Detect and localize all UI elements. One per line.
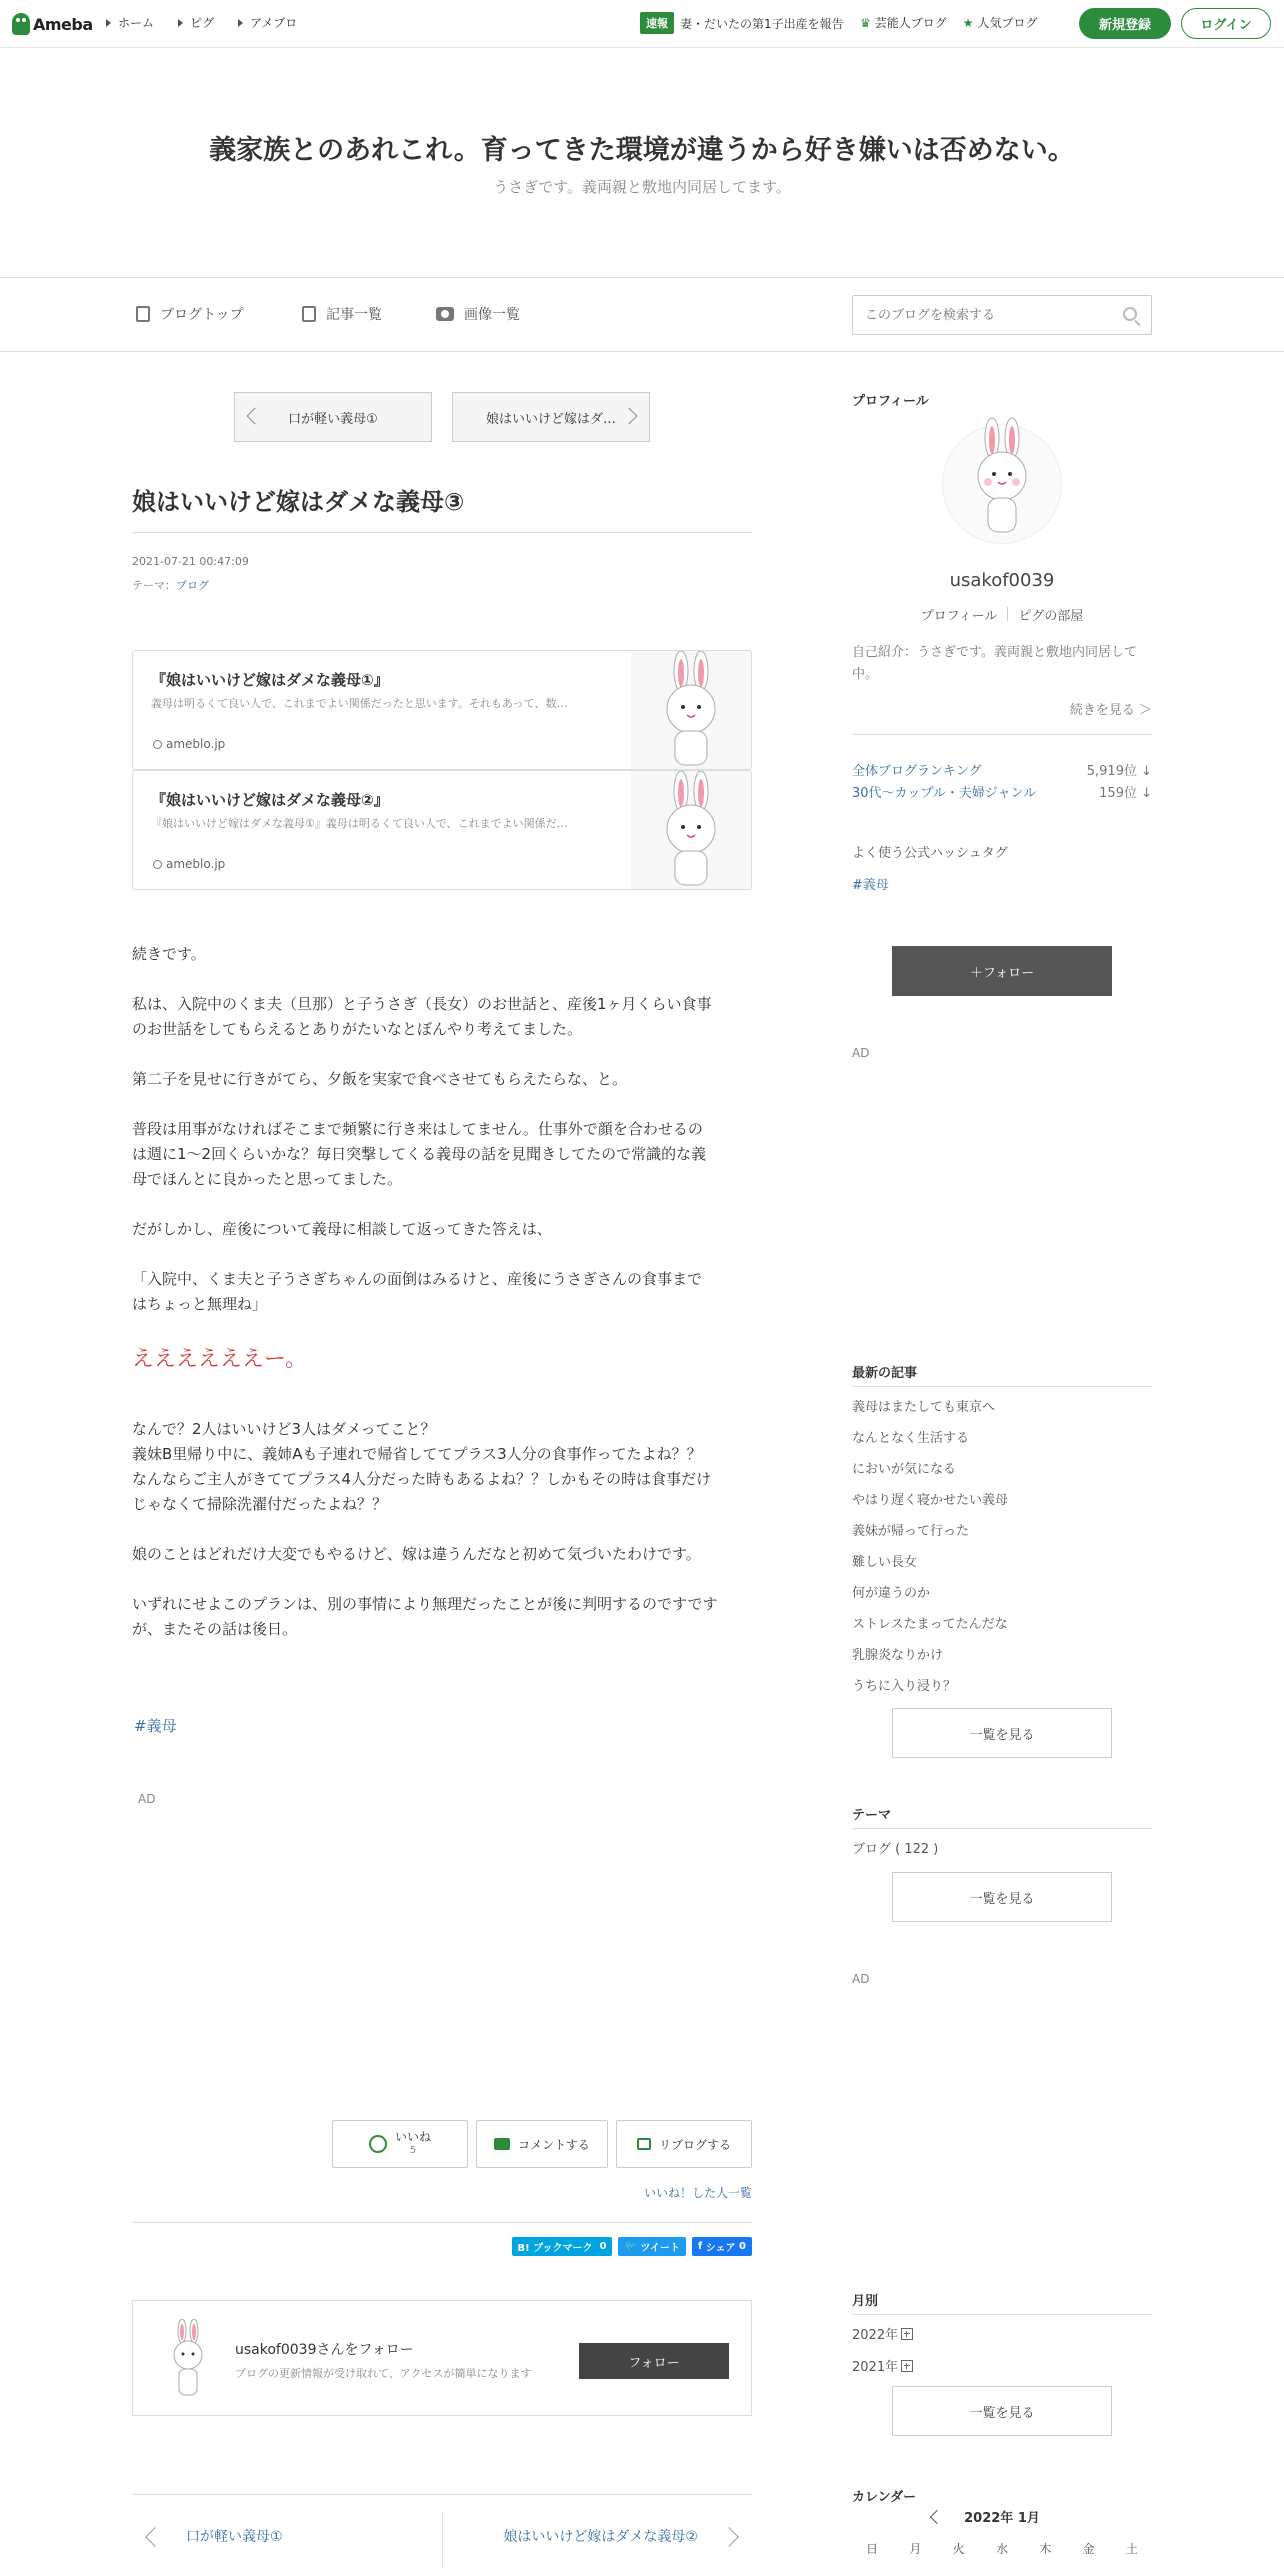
chevron-right-icon (719, 2527, 739, 2547)
theme-link[interactable]: ブログ (176, 579, 209, 592)
month-entry[interactable] (852, 2324, 913, 2343)
link-icon (153, 860, 162, 869)
monthly-list-button[interactable]: 一覧を見る (892, 2386, 1112, 2436)
monthly-heading: 月別 (852, 2294, 879, 2309)
embed-site (153, 737, 225, 751)
embed-card[interactable] (132, 650, 752, 770)
popular-blog-label: 人気ブログ (977, 16, 1038, 30)
blog-description: うさぎです。義両親と敷地内同居してます。 (493, 178, 791, 196)
global-header (0, 0, 1284, 48)
search-icon[interactable] (1123, 307, 1137, 321)
weekday: 金 (1082, 2542, 1095, 2556)
recent-list-button[interactable]: 一覧を見る (892, 1708, 1112, 1758)
genre-ranking[interactable] (852, 782, 1152, 801)
paragraph (132, 1267, 752, 1317)
line: は週に1〜2回くらいかな？毎日突撃してくる義母の話を見聞きしてたので常識的な義 (132, 1145, 707, 1163)
global-nav (106, 14, 321, 31)
recent-entry[interactable]: なんとなく生活する (852, 1431, 970, 1446)
recent-entry[interactable]: ストレスたまってたんだな (852, 1617, 1008, 1632)
bottom-prev-link[interactable]: 口が軽い義母① (186, 2529, 283, 2545)
paragraph: 第二子を見せに行きがてら、夕飯を実家で食べさせてもらえたらな、と。 (132, 1070, 628, 1088)
weekday: 月 (909, 2542, 922, 2556)
weekday: 木 (1039, 2542, 1052, 2556)
triangle-icon (178, 19, 183, 27)
line: 母でほんとに良かったと思ってました。 (132, 1170, 403, 1188)
line: のお世話をしてもらえるとありがたいなとぼんやり考えてました。 (132, 1020, 583, 1038)
side-divider (852, 1386, 1152, 1387)
line: 普段は用事がなければそこまで頻繁に行き来はしてません。仕事外で顔を合わせるの (132, 1120, 703, 1138)
follow-button[interactable]: フォロー (579, 2343, 729, 2379)
celebrity-blog-label: 芸能人ブログ (874, 16, 947, 30)
entry-list-label: 記事一覧 (326, 307, 382, 323)
recent-entry[interactable]: やはり遅く寝かせたい義母 (852, 1493, 1009, 1508)
prev-entry-label: 口が軽い義母① (288, 411, 378, 427)
follow-box (132, 2300, 752, 2416)
side-divider (852, 2314, 1152, 2315)
line: 「入院中、くま夫と子うさぎちゃんの面倒はみるけと、産後にうさぎさんの食事まで (132, 1270, 703, 1288)
like-list-link[interactable]: いいね！した人一覧 (643, 2186, 752, 2200)
profile-avatar[interactable] (942, 424, 1062, 544)
expand-icon[interactable] (901, 2328, 913, 2340)
profile-intro (852, 642, 1152, 686)
line: なんならご主人がきててプラス4人分だった時もあるよね？？しかもその時は食事だけ (132, 1470, 712, 1488)
ad-label: AD (138, 1792, 156, 1806)
theme-entry[interactable]: ブログ ( 122 ) (852, 1842, 939, 1857)
chevron-left-icon (145, 2527, 165, 2547)
ad-label: AD (852, 1972, 870, 1986)
comment-icon (494, 2138, 510, 2150)
theme-label: テーマ： (132, 579, 176, 592)
expand-icon[interactable] (901, 2360, 913, 2372)
nav-pig[interactable] (178, 14, 214, 31)
theme-heading: テーマ (852, 1808, 892, 1823)
line: が、またその話は後日。 (132, 1620, 298, 1638)
copy-icon (302, 306, 316, 322)
entry-list-link[interactable] (302, 304, 382, 324)
calendar-weekdays (852, 2540, 1152, 2557)
profile-link[interactable]: プロフィール (920, 609, 998, 624)
pager-divider (442, 2512, 443, 2568)
blog-title[interactable]: 義家族とのあれこれ。育ってきた環境が違うから好き嫌いは否めない。 (209, 135, 1075, 166)
side-divider (852, 734, 1152, 735)
embed-title: 『娘はいいけど嫁はダメな義母①』 (151, 671, 389, 689)
theme-list-button[interactable]: 一覧を見る (892, 1872, 1112, 1922)
reblog-button[interactable] (616, 2120, 752, 2168)
profile-username[interactable]: usakof0039 (949, 570, 1055, 591)
read-more-link[interactable]: 続きを見る ＞ (1069, 703, 1152, 718)
bunny-thumbnail (631, 651, 751, 769)
share-divider (132, 2222, 752, 2223)
chevron-right-icon (621, 408, 638, 425)
blog-top-label: ブログトップ (160, 307, 244, 323)
breaking-news[interactable] (640, 12, 844, 34)
recent-entry[interactable]: 義妹が帰って行った (852, 1524, 970, 1539)
ameba-logo-icon (12, 13, 30, 35)
hatena-bookmark-button[interactable] (512, 2237, 613, 2256)
paragraph: 続きです。 (132, 945, 206, 963)
nav-home-label: ホーム (118, 16, 155, 30)
fb-count: 0 (739, 2241, 746, 2252)
popular-blog-link[interactable] (963, 14, 1038, 31)
reblog-icon (637, 2138, 651, 2150)
comment-button[interactable] (476, 2120, 608, 2168)
calendar-heading: カレンダー (852, 2490, 917, 2505)
blog-header (0, 48, 1284, 278)
search-input[interactable] (853, 296, 1113, 334)
ranking-label: 全体ブログランキング (852, 764, 982, 779)
prev-entry-button[interactable] (234, 392, 432, 442)
follow-box-desc: ブログの更新情報が受け取れて、アクセスが簡単になります (235, 2367, 532, 2380)
sidebar-follow-button[interactable]: ＋フォロー (892, 946, 1112, 996)
month-label: 2022年 (852, 2328, 899, 2343)
ameba-logo[interactable] (12, 12, 93, 36)
embed-site-label: ameblo.jp (166, 857, 226, 871)
paragraph: 娘のことはどれだけ大変でもやるけど、嫁は違うんだなと初めて気づいたわけです。 (132, 1545, 701, 1563)
embed-site-label: ameblo.jp (166, 737, 226, 751)
bottom-pager (132, 2512, 752, 2568)
logo-text: Ameba (33, 14, 93, 34)
next-entry-button[interactable] (452, 392, 650, 442)
sidebar-hashtag[interactable]: #義母 (852, 878, 889, 893)
weekday: 水 (995, 2542, 1008, 2556)
title-divider (132, 532, 752, 533)
overall-ranking[interactable] (852, 760, 1152, 779)
line: 義妹B里帰り中に、義姉Aも子連れで帰省しててプラス3人分の食事作ってたよね？？ (132, 1445, 702, 1463)
pig-room-link[interactable]: ピグの部屋 (1018, 609, 1084, 624)
bunny-thumbnail (631, 771, 751, 889)
recent-entry[interactable]: 難しい長女 (852, 1555, 918, 1570)
nav-ameblo-label: アメブロ (250, 16, 298, 30)
top-links (860, 14, 1054, 31)
weekday: 土 (1125, 2542, 1138, 2556)
paragraph (132, 992, 752, 1042)
link-separator (1007, 607, 1008, 621)
ranking-label: 30代〜カップル・夫婦ジャンル (852, 786, 1037, 801)
like-text (395, 2130, 431, 2158)
login-button[interactable]: ログイン (1181, 8, 1271, 39)
hatena-count: 0 (599, 2241, 607, 2252)
entry-actions (332, 2120, 752, 2168)
profile-links (852, 605, 1152, 624)
paragraph: だがしかし、産後について義母に相談して返ってきた答えは、 (132, 1220, 552, 1238)
emphasis-text: ええええええー。 (132, 1347, 308, 1372)
blog-top-link[interactable] (136, 304, 244, 324)
blog-search (852, 295, 1152, 335)
side-divider (852, 1828, 1152, 1829)
facebook-share-button[interactable] (692, 2237, 752, 2256)
news-badge: 速報 (640, 12, 674, 34)
link-icon (153, 740, 162, 749)
camera-icon (436, 307, 454, 321)
nav-ameblo[interactable] (238, 14, 297, 31)
celebrity-blog-link[interactable] (860, 14, 947, 31)
twitter-icon: 🐦 (624, 2241, 637, 2252)
weekday: 火 (952, 2542, 965, 2556)
triangle-icon (238, 19, 243, 27)
paragraph (132, 1117, 752, 1192)
like-count: 5 (409, 2145, 417, 2156)
smile-icon (369, 2135, 387, 2153)
recent-entry[interactable]: 何が違うのか (852, 1586, 931, 1601)
hatena-label: B! ブックマーク (517, 2243, 593, 2254)
embed-title: 『娘はいいけど嫁はダメな義母②』 (151, 791, 389, 809)
month-label: 2021年 (852, 2360, 899, 2375)
recent-entry[interactable]: 乳腺炎なりかけ (852, 1648, 944, 1663)
image-list-link[interactable] (436, 304, 520, 324)
blog-nav (0, 278, 1284, 352)
line: なんで？2人はいいけど3人はダメってこと？ (132, 1420, 436, 1438)
share-buttons (512, 2237, 752, 2256)
intro-line: 中。 (852, 667, 879, 682)
paragraph (132, 1417, 752, 1517)
paragraph (132, 1592, 752, 1642)
entry-hashtag[interactable]: #義母 (134, 1717, 177, 1735)
like-button[interactable] (332, 2120, 468, 2168)
recent-entry[interactable]: 義母はまたしても東京へ (852, 1400, 996, 1415)
triangle-icon (106, 19, 111, 27)
entry-title[interactable]: 娘はいいけど嫁はダメな義母③ (132, 488, 465, 516)
calendar-title: 2022年 1月 (964, 2511, 1040, 2526)
reblog-label: リブログする (658, 2137, 731, 2152)
fb-label: シェア (705, 2243, 736, 2254)
pager-top (234, 392, 650, 442)
bottom-next-link[interactable]: 娘はいいけど嫁はダメな義母② (503, 2529, 698, 2545)
weekday: 日 (866, 2542, 879, 2556)
crown-icon: ♛ (860, 15, 871, 30)
bottom-divider (132, 2494, 752, 2495)
facebook-icon: f (697, 2241, 703, 2252)
document-icon (136, 306, 150, 322)
intro-line: 自己紹介：うさぎです。義両親と敷地内同居して (852, 645, 1137, 660)
follow-box-title: usakof0039さんをフォロー (235, 2342, 414, 2358)
line: いずれにせよこのプランは、別の事情により無理だったことが後に判明するのですです (132, 1595, 718, 1613)
embed-desc: 義母は明るくて良い人で、これまでよい関係だったと思います。それもあって、数… (151, 697, 568, 710)
embed-desc: 『娘はいいけど嫁はダメな義母①』義母は明るくて良い人で、これまでよい関係だ… (151, 817, 568, 830)
hashtag-heading: よく使う公式ハッシュタグ (852, 846, 1008, 861)
recent-entry[interactable]: うちに入り浸り？ (852, 1679, 957, 1694)
line: はちょっと無理ね」 (132, 1295, 268, 1313)
month-entry[interactable] (852, 2356, 913, 2375)
image-list-label: 画像一覧 (464, 307, 520, 323)
tweet-label: ツイート (640, 2243, 680, 2254)
nav-home[interactable] (106, 14, 154, 31)
profile-heading: プロフィール (852, 394, 929, 409)
news-text: 妻・だいたの第1子出産を報告 (680, 16, 844, 31)
recent-entry[interactable]: においが気になる (852, 1462, 957, 1477)
chevron-left-icon (247, 408, 264, 425)
nav-pig-label: ピグ (190, 16, 215, 30)
ranking-value: 159位 ↓ (1099, 786, 1152, 801)
line: 私は、入院中のくま夫（旦那）と子うさぎ（長女）のお世話と、産後1ヶ月くらい食事 (132, 995, 712, 1013)
line: じゃなくて掃除洗濯付だったよね？？ (132, 1495, 388, 1513)
entry-theme (132, 577, 209, 593)
ad-label: AD (852, 1046, 870, 1060)
next-entry-label: 娘はいいけど嫁はダ… (485, 411, 616, 427)
signup-button[interactable]: 新規登録 (1079, 8, 1171, 39)
embed-site (153, 857, 225, 871)
tweet-button[interactable] (618, 2237, 685, 2256)
recent-heading: 最新の記事 (852, 1366, 918, 1381)
ranking-value: 5,919位 ↓ (1086, 764, 1152, 779)
like-label: いいね (394, 2130, 431, 2144)
entry-date: 2021-07-21 00:47:09 (132, 555, 249, 568)
comment-label: コメントする (518, 2137, 590, 2152)
bunny-avatar (163, 2319, 213, 2399)
embed-card[interactable] (132, 770, 752, 890)
star-icon: ★ (962, 15, 974, 30)
